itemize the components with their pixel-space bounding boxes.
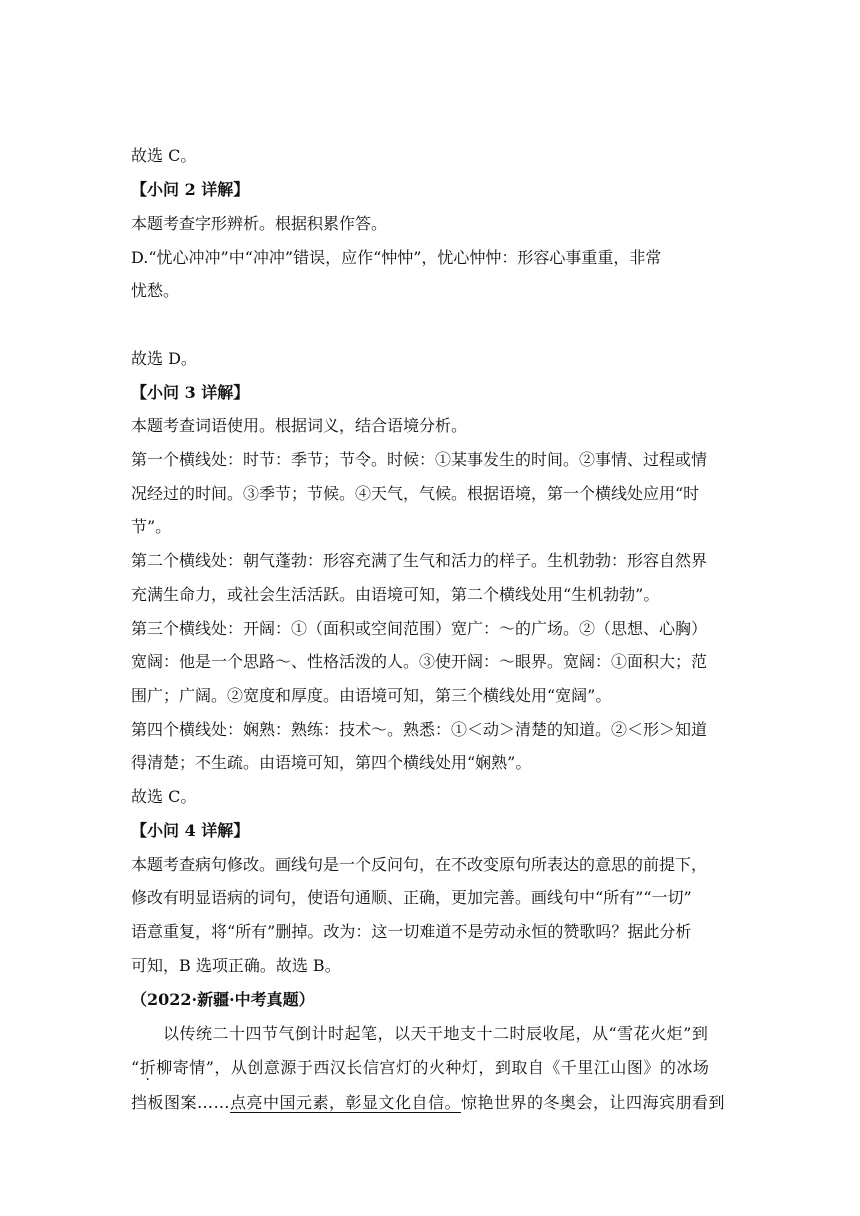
passage-line: [131, 1058, 709, 1078]
text-line: 节”。: [131, 517, 172, 536]
text-line: 故选 C。: [131, 146, 197, 165]
text-line: 得清楚；不生疏。由语境可知，第四个横线处用“娴熟”。: [131, 753, 532, 772]
text-line: 况经过的时间。③季节；节候。④天气，气候。根据语境，第一个横线处应用“时: [131, 484, 700, 503]
text-line: 本题考查词语使用。根据词义，结合语境分析。: [131, 416, 468, 435]
text-line: 忧愁。: [131, 281, 180, 300]
text-line: 修改有明显语病的词句，使语句通顺、正确，更加完善。画线句中“所有”“一切”: [131, 888, 692, 907]
passage-text: “: [131, 1058, 140, 1077]
underlined-sentence: 点亮中国元素，彰显文化自信。: [230, 1093, 462, 1112]
section-heading: 【小问 2 详解】: [131, 180, 250, 199]
source-heading: （2022·新疆·中考真题）: [131, 990, 315, 1009]
text-line: 语意重复，将“所有”删掉。改为：这一切难道不是劳动永恒的赞歌吗？据此分析: [131, 922, 692, 941]
text-line: 宽阔：他是一个思路～、性格活泼的人。③使开阔：～眼界。宽阔：①面积大；范: [131, 652, 708, 671]
text-line: 故选 C。: [131, 787, 197, 806]
text-line: 第四个横线处：娴熟：熟练：技术～。熟悉：①＜动＞清楚的知道。②＜形＞知道: [131, 720, 708, 739]
passage-text: 柳寄情”，从创意源于西汉长信宫灯的火种灯，到取自《千里江山图》的冰场: [156, 1058, 710, 1077]
text-line: 第二个横线处：朝气蓬勃：形容充满了生气和活力的样子。生机勃勃：形容自然界: [131, 551, 708, 570]
passage-line: 以传统二十四节气倒计时起笔，以天干地支十二时辰收尾，从“雪花火炬”到: [163, 1024, 709, 1043]
text-line: 可知，B 选项正确。故选 B。: [131, 956, 341, 975]
text-line: 围广；广阔。②宽度和厚度。由语境可知，第三个横线处用“宽阔”。: [131, 686, 612, 705]
text-line: 本题考查字形辨析。根据积累作答。: [131, 214, 388, 233]
passage-line: [131, 1093, 725, 1113]
text-line: D.“忧心冲冲”中“冲冲”错误，应作“忡忡”，忧心忡忡：形容心事重重，非常: [131, 248, 662, 267]
text-line: 故选 D。: [131, 349, 197, 368]
section-heading: 【小问 4 详解】: [131, 821, 250, 840]
emphasis-dot-char: 折: [139, 1058, 157, 1077]
text-line: 充满生命力，或社会生活活跃。由语境可知，第二个横线处用“生机勃勃”。: [131, 585, 660, 604]
passage-text: 惊艳世界的冬奥会，让四海宾朋看到: [461, 1093, 726, 1112]
text-line: 本题考查病句修改。画线句是一个反问句，在不改变原句所表达的意思的前提下，: [131, 855, 708, 874]
text-line: 第一个横线处：时节：季节；节令。时候：①某事发生的时间。②事情、过程或情: [131, 450, 708, 469]
text-line: 第三个横线处：开阔：①（面积或空间范围）宽广：～的广场。②（思想、心胸）: [131, 619, 708, 638]
section-heading: 【小问 3 详解】: [131, 383, 250, 402]
passage-text: 挡板图案……: [131, 1093, 231, 1112]
